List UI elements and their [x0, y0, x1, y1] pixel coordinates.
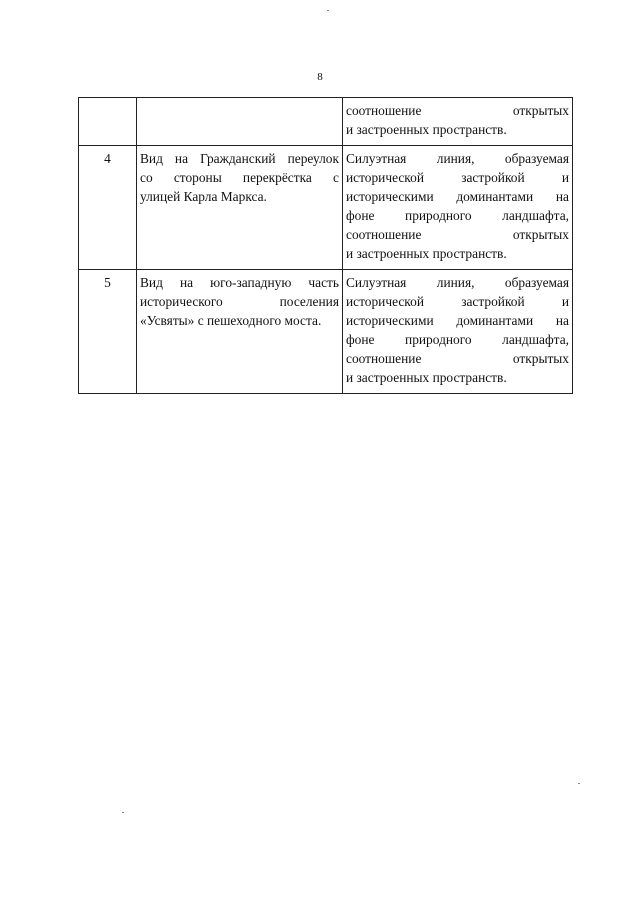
- view-point-line: исторического поселения: [140, 294, 339, 309]
- view-point-line: со стороны перекрёстка с: [140, 170, 339, 185]
- scan-speck: [327, 10, 329, 11]
- description-cell: [343, 270, 573, 394]
- description-cell: [343, 98, 573, 146]
- table-row: [79, 270, 573, 394]
- row-number: 5: [104, 275, 111, 290]
- description-line: фоне природного ландшафта,: [346, 332, 569, 347]
- row-number: 4: [104, 151, 111, 166]
- scan-speck: [578, 783, 580, 784]
- view-point-cell: [137, 146, 343, 270]
- table-row: [79, 98, 573, 146]
- description-line: соотношение открытых: [346, 103, 569, 118]
- description-line: и застроенных пространств.: [346, 370, 507, 385]
- scan-speck: [122, 812, 124, 813]
- description-line: исторической застройкой и: [346, 170, 569, 185]
- description-line: Силуэтная линия, образуемая: [346, 275, 569, 290]
- row-number-cell: [79, 270, 137, 394]
- row-number-cell: [79, 146, 137, 270]
- description-cell: [343, 146, 573, 270]
- page-number: 8: [317, 71, 323, 83]
- row-number-cell: [79, 98, 137, 146]
- description-line: соотношение открытых: [346, 227, 569, 242]
- view-point-cell: [137, 98, 343, 146]
- view-point-line: «Усвяты» с пешеходного моста.: [140, 313, 322, 328]
- description-line: фоне природного ландшафта,: [346, 208, 569, 223]
- view-point-line: Вид на юго-западную часть: [140, 275, 339, 290]
- views-table: [78, 97, 573, 394]
- description-line: исторической застройкой и: [346, 294, 569, 309]
- description-line: Силуэтная линия, образуемая: [346, 151, 569, 166]
- view-point-line: Вид на Гражданский переулок: [140, 151, 339, 166]
- description-line: историческими доминантами на: [346, 189, 569, 204]
- table-row: [79, 146, 573, 270]
- description-line: историческими доминантами на: [346, 313, 569, 328]
- view-point-cell: [137, 270, 343, 394]
- description-line: и застроенных пространств.: [346, 122, 507, 137]
- description-line: и застроенных пространств.: [346, 246, 507, 261]
- description-line: соотношение открытых: [346, 351, 569, 366]
- view-point-line: улицей Карла Маркса.: [140, 189, 267, 204]
